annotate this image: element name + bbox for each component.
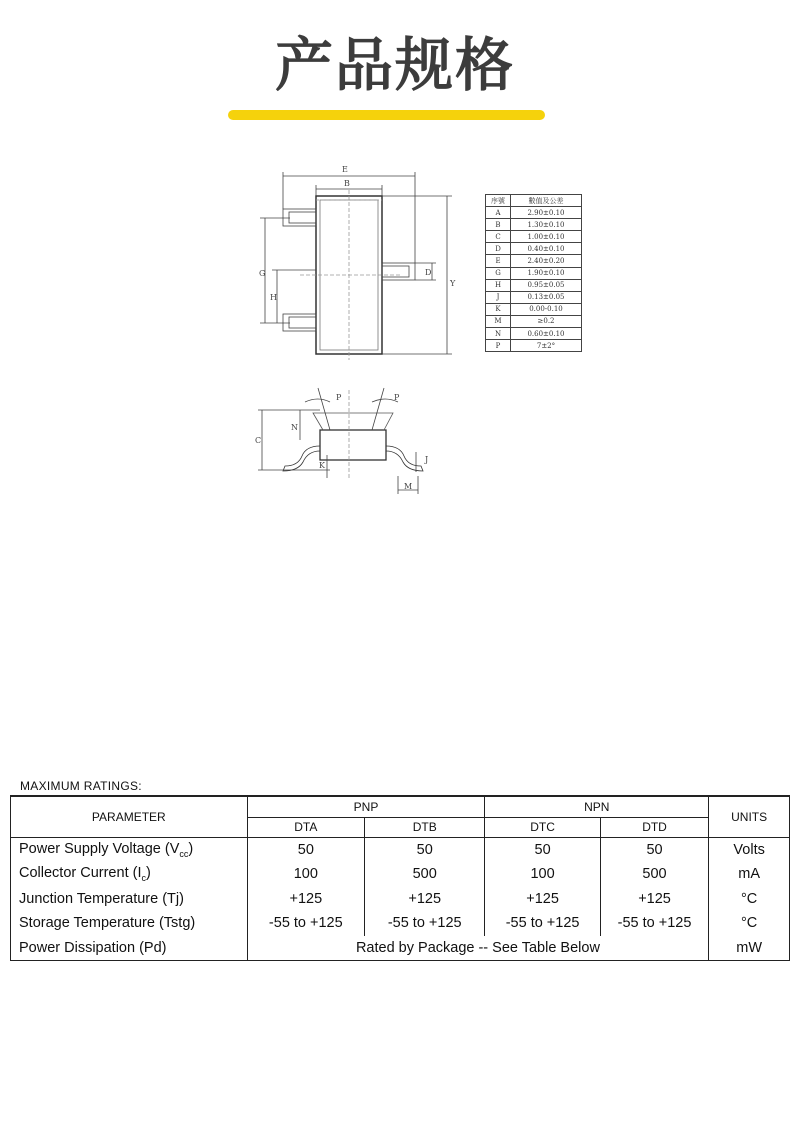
table-row (486, 315, 582, 327)
table-row (486, 291, 582, 303)
dim-code: M (486, 315, 511, 327)
type-dta: DTA (247, 817, 364, 837)
dim-value: 1.00±0.10 (511, 231, 582, 243)
lead-1 (283, 209, 316, 226)
dim-label-d: D (425, 268, 432, 277)
value-dtd: -55 to +125 (600, 911, 708, 936)
table-row (486, 219, 582, 231)
dim-label-j: J (425, 455, 429, 464)
table-row (486, 267, 582, 279)
dim-label-b: B (344, 179, 350, 188)
value-dta: +125 (247, 887, 364, 912)
dimension-table (485, 194, 582, 352)
dim-label-n: N (291, 423, 298, 432)
dissipation-note: Rated by Package -- See Table Below (247, 936, 709, 961)
dim-code: J (486, 291, 511, 303)
value-dtc: +125 (485, 887, 600, 912)
parameter-header: PARAMETER (11, 796, 248, 837)
table-row (486, 340, 582, 352)
dim-label-e: E (342, 165, 348, 174)
dim-value: 0.00-0.10 (511, 303, 582, 315)
dim-header-value: 數值及公差 (511, 195, 582, 207)
dim-label-h: H (270, 293, 277, 302)
table-row (11, 837, 790, 862)
dim-value: 0.60±0.10 (511, 328, 582, 340)
table-row (486, 255, 582, 267)
dim-code: K (486, 303, 511, 315)
dim-label-k: K (319, 461, 325, 470)
dim-code: G (486, 267, 511, 279)
dim-label-c: C (255, 436, 262, 445)
pnp-header: PNP (247, 796, 485, 817)
dim-value: 1.30±0.10 (511, 219, 582, 231)
dim-code: E (486, 255, 511, 267)
table-row (486, 207, 582, 219)
table-row (486, 303, 582, 315)
param-name: Power Dissipation (Pd) (11, 936, 248, 961)
dim-header-index: 序號 (486, 195, 511, 207)
dim-label-y: Y (450, 279, 456, 288)
dim-label-g: G (259, 269, 266, 278)
value-dtb: +125 (365, 887, 485, 912)
dim-value: 7±2° (511, 340, 582, 352)
dim-label-p-left: P (336, 393, 342, 402)
dim-label-m: M (404, 482, 413, 491)
value-dtd: 500 (600, 862, 708, 887)
value-dtd: 50 (600, 837, 708, 862)
units-value: Volts (709, 837, 790, 862)
dim-value: 0.40±0.10 (511, 243, 582, 255)
lead-2 (283, 314, 316, 331)
param-name: Collector Current $(I_c)$ (11, 862, 248, 887)
package-side-body (320, 430, 386, 460)
units-value: °C (709, 887, 790, 912)
type-dtc: DTC (485, 817, 600, 837)
lead-3 (382, 263, 415, 280)
type-dtb: DTB (365, 817, 485, 837)
value-dtc: 100 (485, 862, 600, 887)
dim-value: 1.90±0.10 (511, 267, 582, 279)
value-dtc: -55 to +125 (485, 911, 600, 936)
table-row (11, 911, 790, 936)
dim-value: 2.40±0.20 (511, 255, 582, 267)
units-header: UNITS (709, 796, 790, 837)
units-value: mW (709, 936, 790, 961)
dim-value: ≥0.2 (511, 315, 582, 327)
dim-code: D (486, 243, 511, 255)
dim-code: C (486, 231, 511, 243)
units-value: °C (709, 911, 790, 936)
value-dtb: 50 (365, 837, 485, 862)
page-title: 产品规格 (274, 31, 515, 99)
npn-header: NPN (485, 796, 709, 817)
value-dta: 100 (247, 862, 364, 887)
dim-code: N (486, 328, 511, 340)
value-dtc: 50 (485, 837, 600, 862)
value-dtb: -55 to +125 (365, 911, 485, 936)
type-dtd: DTD (600, 817, 708, 837)
value-dta: 50 (247, 837, 364, 862)
dim-value: 0.13±0.05 (511, 291, 582, 303)
dim-code: P (486, 340, 511, 352)
table-row (11, 936, 790, 961)
dim-code: B (486, 219, 511, 231)
ratings-table (10, 795, 790, 961)
table-row (486, 231, 582, 243)
dim-value: 2.90±0.10 (511, 207, 582, 219)
units-value: mA (709, 862, 790, 887)
package-drawing (0, 0, 790, 520)
dim-code: A (486, 207, 511, 219)
table-row (11, 887, 790, 912)
value-dtd: +125 (600, 887, 708, 912)
param-name: Storage Temperature (Tstg) (11, 911, 248, 936)
ratings-title: MAXIMUM RATINGS: (20, 779, 142, 793)
table-row (486, 328, 582, 340)
table-row (486, 243, 582, 255)
dim-label-p-right: P (394, 393, 400, 402)
dim-value: 0.95±0.05 (511, 279, 582, 291)
table-row (486, 279, 582, 291)
value-dta: -55 to +125 (247, 911, 364, 936)
table-row (11, 862, 790, 887)
value-dtb: 500 (365, 862, 485, 887)
param-name: Junction Temperature (Tj) (11, 887, 248, 912)
param-name: Power Supply Voltage $(V_{cc})$ (11, 837, 248, 862)
dim-code: H (486, 279, 511, 291)
